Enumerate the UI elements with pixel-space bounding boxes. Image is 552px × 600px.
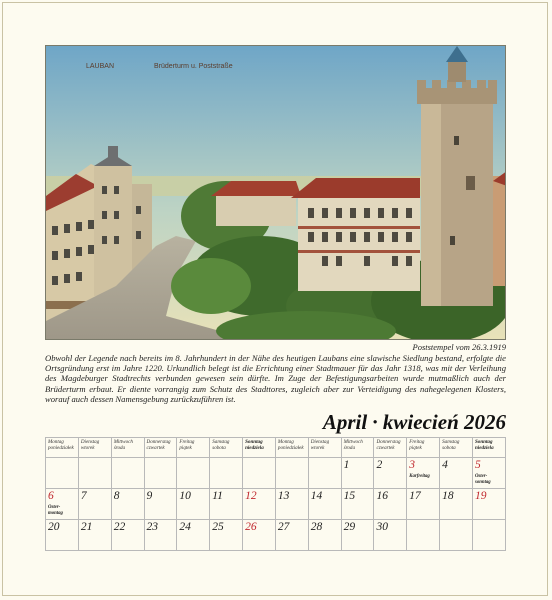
weekday-name-de: Freitag bbox=[409, 439, 425, 445]
weekday-name-pl: sobota bbox=[442, 445, 456, 451]
day-number: 9 bbox=[146, 490, 153, 502]
calendar-day-cell bbox=[374, 489, 407, 520]
day-number: 11 bbox=[212, 490, 223, 502]
weekday-header bbox=[111, 438, 144, 458]
calendar-day-cell bbox=[78, 520, 111, 551]
weekday-header-row bbox=[46, 438, 506, 458]
calendar-day-cell bbox=[111, 458, 144, 489]
weekday-name-pl: niedziela bbox=[245, 445, 264, 451]
weekday-header bbox=[78, 438, 111, 458]
day-number: 7 bbox=[80, 490, 87, 502]
weekday-header bbox=[243, 438, 276, 458]
photo-caption: Poststempel vom 26.3.1919 bbox=[412, 342, 506, 352]
calendar-day-cell bbox=[308, 489, 341, 520]
day-number: 10 bbox=[179, 490, 191, 502]
calendar-day-cell bbox=[210, 520, 243, 551]
weekday-name-pl: środa bbox=[343, 445, 356, 451]
calendar-day-cell bbox=[407, 489, 440, 520]
day-number: 13 bbox=[277, 490, 290, 502]
post-office-building bbox=[291, 178, 420, 291]
weekday-name-de: Dienstag bbox=[80, 439, 100, 445]
weekday-name-de: Samstag bbox=[442, 439, 460, 445]
day-number: 4 bbox=[442, 459, 448, 471]
calendar-day-cell bbox=[440, 458, 473, 489]
weekday-name-pl: piątek bbox=[409, 445, 422, 451]
center-building bbox=[211, 181, 301, 226]
day-number: 30 bbox=[376, 521, 388, 533]
month-title: April · kwiecień 2026 bbox=[322, 410, 506, 434]
weekday-header bbox=[472, 438, 505, 458]
weekday-header bbox=[177, 438, 210, 458]
weekday-name-pl: czwartek bbox=[146, 445, 165, 451]
weekday-name-de: Sonntag bbox=[245, 439, 263, 445]
day-number: 20 bbox=[48, 521, 60, 533]
calendar-day-cell bbox=[46, 458, 79, 489]
weekday-name-pl: wtorek bbox=[310, 445, 325, 451]
calendar-day-cell bbox=[275, 489, 308, 520]
holiday-note: Oster- montag bbox=[48, 505, 63, 516]
weekday-header bbox=[144, 438, 177, 458]
calendar-day-cell bbox=[177, 520, 210, 551]
weekday-name-pl: niedziela bbox=[474, 445, 494, 451]
weekday-name-de: Sonntag bbox=[474, 439, 493, 445]
calendar-day-cell bbox=[472, 458, 505, 489]
weekday-name-pl: poniedziałek bbox=[48, 445, 74, 451]
calendar-week-row bbox=[46, 458, 506, 489]
calendar-grid bbox=[45, 437, 506, 551]
imprint-title: Brüderturm u. Poststraße bbox=[154, 63, 233, 70]
weekday-name-de: Samstag bbox=[212, 439, 230, 445]
weekday-name-pl: wtorek bbox=[80, 445, 95, 451]
day-number: 27 bbox=[277, 521, 290, 533]
postcard-illustration bbox=[46, 46, 506, 340]
weekday-name-de: Dienstag bbox=[310, 439, 330, 445]
weekday-name-de: Freitag bbox=[179, 439, 195, 445]
calendar-day-cell bbox=[177, 489, 210, 520]
day-number: 17 bbox=[409, 490, 421, 502]
day-number: 6 bbox=[48, 490, 54, 502]
calendar-day-cell bbox=[46, 489, 79, 520]
calendar-week-row bbox=[46, 520, 506, 551]
calendar-day-cell bbox=[308, 458, 341, 489]
calendar-day-cell bbox=[210, 489, 243, 520]
calendar-day-cell bbox=[46, 520, 79, 551]
day-number: 15 bbox=[343, 490, 356, 502]
calendar-day-cell bbox=[144, 458, 177, 489]
calendar-day-cell bbox=[78, 458, 111, 489]
holiday-note: Karfreitag bbox=[409, 474, 430, 479]
weekday-name-pl: czwartek bbox=[376, 445, 395, 451]
weekday-name-de: Mittwoch bbox=[343, 439, 363, 445]
right-edge-building bbox=[493, 176, 506, 286]
day-number: 16 bbox=[376, 490, 388, 502]
weekday-name-de: Mittwoch bbox=[113, 439, 133, 445]
day-number: 14 bbox=[310, 490, 323, 502]
weekday-name-pl: piątek bbox=[179, 445, 192, 451]
calendar-day-cell bbox=[407, 458, 440, 489]
day-number: 25 bbox=[212, 521, 224, 533]
calendar-day-cell bbox=[144, 520, 177, 551]
day-number: 18 bbox=[442, 490, 454, 502]
calendar-day-cell bbox=[472, 489, 505, 520]
day-number: 3 bbox=[409, 459, 416, 471]
calendar-day-cell bbox=[341, 458, 374, 489]
history-description: Obwohl der Legende nach bereits im 8. Jahrhundert in der Nähe des heutigen Laubans eine slawische Siedlung bestand, erfolgte die Ortsgründung erst im Jahre 1220. Urkundlich belegt ist die Errichtung einer Stadtmauer für das Jahr 1318, was mit der Verleihung des Magdeburger Stadtrechts verbunden gewesen sein dürfte. Im Zuge der Befestigungsarbeiten wurde mutmaßlich auch der Brüderturm erbaut. Er diente vorrangig zum Schutz des Stadttores, zugleich aber zur Verteidigung des nahegelegenen Klosters, worauf auch dessen Namensgebung zurückzuführen ist. bbox=[45, 353, 506, 404]
calendar-day-cell bbox=[341, 520, 374, 551]
calendar-day-cell bbox=[308, 520, 341, 551]
calendar-day-cell bbox=[374, 458, 407, 489]
weekday-name-de: Montag bbox=[48, 439, 64, 445]
holiday-note: Oster- sonntag bbox=[474, 474, 491, 485]
calendar-day-cell bbox=[275, 458, 308, 489]
weekday-name-pl: środa bbox=[113, 445, 126, 451]
imprint-town: LAUBAN bbox=[86, 63, 115, 70]
calendar-day-cell bbox=[144, 489, 177, 520]
day-number: 22 bbox=[113, 521, 126, 533]
calendar-body bbox=[46, 458, 506, 551]
calendar-day-cell bbox=[243, 458, 276, 489]
weekday-name-de: Donnerstag bbox=[376, 439, 401, 445]
calendar-day-cell bbox=[111, 520, 144, 551]
day-number: 1 bbox=[343, 459, 350, 471]
day-number: 28 bbox=[310, 521, 323, 533]
day-number: 8 bbox=[113, 490, 120, 502]
day-number: 19 bbox=[474, 490, 487, 502]
calendar-day-cell bbox=[78, 489, 111, 520]
day-number: 5 bbox=[474, 459, 481, 471]
weekday-header bbox=[275, 438, 308, 458]
calendar-day-cell bbox=[275, 520, 308, 551]
calendar-day-cell bbox=[341, 489, 374, 520]
weekday-name-de: Donnerstag bbox=[146, 439, 171, 445]
weekday-header bbox=[308, 438, 341, 458]
day-number: 12 bbox=[245, 490, 257, 502]
weekday-name-pl: poniedziałek bbox=[277, 445, 304, 451]
calendar-day-cell bbox=[440, 489, 473, 520]
calendar-week-row bbox=[46, 489, 506, 520]
day-number: 24 bbox=[179, 521, 191, 533]
calendar-day-cell bbox=[243, 489, 276, 520]
calendar-day-cell bbox=[472, 520, 505, 551]
postcard-photo bbox=[45, 45, 506, 340]
weekday-header bbox=[210, 438, 243, 458]
calendar-day-cell bbox=[374, 520, 407, 551]
calendar-day-cell bbox=[111, 489, 144, 520]
calendar-day-cell bbox=[210, 458, 243, 489]
day-number: 29 bbox=[343, 521, 356, 533]
weekday-name-pl: sobota bbox=[212, 445, 226, 451]
day-number: 21 bbox=[80, 521, 93, 533]
calendar-day-cell bbox=[177, 458, 210, 489]
weekday-header bbox=[374, 438, 407, 458]
day-number: 23 bbox=[146, 521, 159, 533]
weekday-header bbox=[440, 438, 473, 458]
weekday-header bbox=[341, 438, 374, 458]
calendar-day-cell bbox=[243, 520, 276, 551]
day-number: 2 bbox=[376, 459, 383, 471]
calendar-day-cell bbox=[440, 520, 473, 551]
calendar-day-cell bbox=[407, 520, 440, 551]
weekday-name-de: Montag bbox=[277, 439, 294, 445]
weekday-header bbox=[407, 438, 440, 458]
weekday-header bbox=[46, 438, 79, 458]
day-number: 26 bbox=[245, 521, 257, 533]
